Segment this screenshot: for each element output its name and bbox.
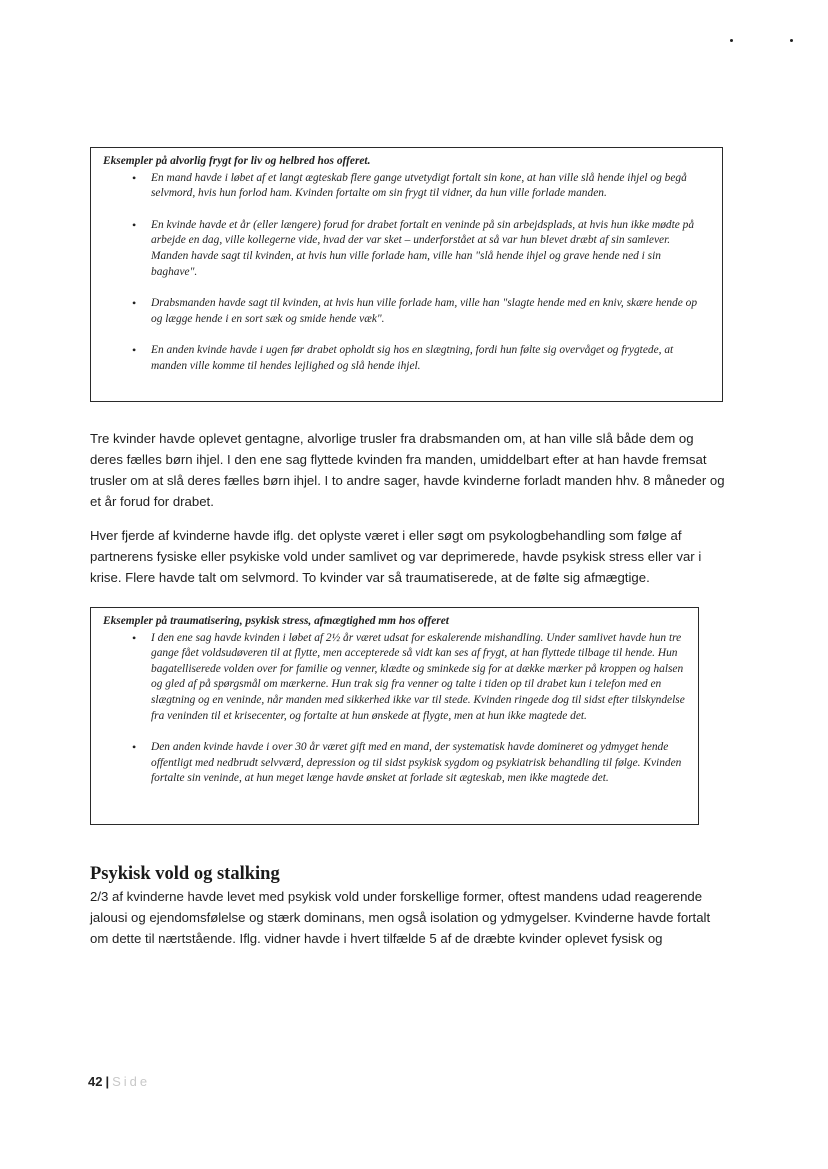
example-box-trauma	[90, 607, 699, 825]
page-footer	[88, 1074, 150, 1089]
list-item: • En anden kvinde havde i ugen før drabet opholdt sig hos en slægtning, fordi hun følte sig overvåget og frygtede, at manden ville komme til hendes lejlighed og slå hende ihjel.	[132, 343, 674, 372]
box-title: Eksempler på traumatisering, psykisk stress, afmægtighed mm hos offeret	[103, 615, 449, 627]
footer-separator: |	[105, 1074, 110, 1089]
footer-label: Side	[112, 1074, 151, 1089]
list-item: • En mand havde i løbet af et langt ægteskab flere gange utvetydigt fortalt sin kone, at han ville slå hende ihjel og begå selvmord, hvis hun forlod ham. Kvinden fortalte om sin frygt til vidner, da hun ville forlade manden.	[132, 170, 687, 200]
bullet-icon: •	[132, 170, 137, 185]
bullet-icon: •	[132, 630, 137, 645]
section-heading: Psykisk vold og stalking	[90, 864, 280, 884]
bullet-icon: •	[132, 217, 137, 232]
list-item: • Drabsmanden havde sagt til kvinden, at hvis hun ville forlade ham, ville han "slagte hende med en kniv, skære hende op og lægge hende i en sort sæk og smide hende væk".	[132, 296, 698, 325]
bullet-icon: •	[132, 296, 137, 311]
list-item: • En kvinde havde et år (eller længere) forud for drabet fortalt en veninde på sin arbejdsplads, at hvis hun ikke mødte på arbejde en dag, ville kollegerne vide, hvad der var sket – underforstået at så var hun blevet dræbt af sin samlever. Manden havde sagt til kvinden, at hvis hun ville forlade ham, ville han "slå hende ihjel og grave hende ned i sin baghave".	[132, 217, 695, 278]
list-item: • Den anden kvinde havde i over 30 år været gift med en mand, der systematisk havde domineret og ydmyget hende offentligt med nedbrudt selvværd, depression og til sidst psykisk sygdom og psykiatrisk behandling til følge. Kvinden fortalte sin veninde, at hun meget længe havde ønsket at forlade sit ægteskab, men ikke magtede det.	[132, 740, 682, 785]
body-paragraph: Tre kvinder havde oplevet gentagne, alvorlige trusler fra drabsmanden om, at han ville slå både dem og deres fælles børn ihjel. I den ene sag flyttede kvinden fra manden, umiddelbart efter at han havde fremsat trusler om at slå deres fælles børn ihjel. I to andre sager, havde kvinderne forladt manden hhv. 8 måneder og et år forud for drabet.	[90, 431, 725, 509]
example-list	[103, 171, 710, 375]
box-title: Eksempler på alvorlig frygt for liv og helbred hos offeret.	[103, 155, 371, 167]
page-number: 42	[88, 1074, 103, 1089]
example-list	[103, 631, 688, 787]
bullet-icon: •	[132, 343, 137, 358]
scan-mark	[730, 39, 733, 42]
body-paragraph: Hver fjerde af kvinderne havde iflg. det oplyste været i eller søgt om psykologbehandling som følge af partnerens fysiske eller psykiske vold under samlivet og var deprimerede, havde psykisk stress eller var i krise. Flere havde talt om selvmord. To kvinder var så traumatiserede, at de følte sig afmægtige.	[90, 528, 702, 585]
list-item: • I den ene sag havde kvinden i løbet af 2½ år været udsat for eskalerende mishandling. Under samlivet havde hun tre gange fået voldsudøveren til at flytte, men accepterede så vidt kan ses af frygt, at han flyttede tilbage til hende. Hun bagatelliserede volden over for familie og venner, klædte og sminkede sig for at dække mærker på kroppen og halsen og gled af på spørgsmål om mærkerne. Hun trak sig fra venner og talte i tiden op til drabet kun i telefon med en slægtning og en veninde, når manden med sikkerhed ikke var til stede. Kvinden ringede dog til sidst efter tilskyndelse fra veninden til et krisecenter, og fortalte at hun ønskede at flygte, men at hun ikke magtede det.	[132, 630, 685, 722]
body-paragraph: 2/3 af kvinderne havde levet med psykisk vold under forskellige former, oftest mandens udad reagerende jalousi og ejendomsfølelse og stærk dominans, men også isolation og ydmygelser. Kvinderne havde fortalt om dette til nærtstående. Iflg. vidner havde i hvert tilfælde 5 af de dræbte kvinder oplevet fysisk og	[90, 889, 711, 946]
bullet-icon: •	[132, 740, 137, 755]
scan-mark	[790, 39, 793, 42]
example-box-fear	[90, 147, 723, 402]
